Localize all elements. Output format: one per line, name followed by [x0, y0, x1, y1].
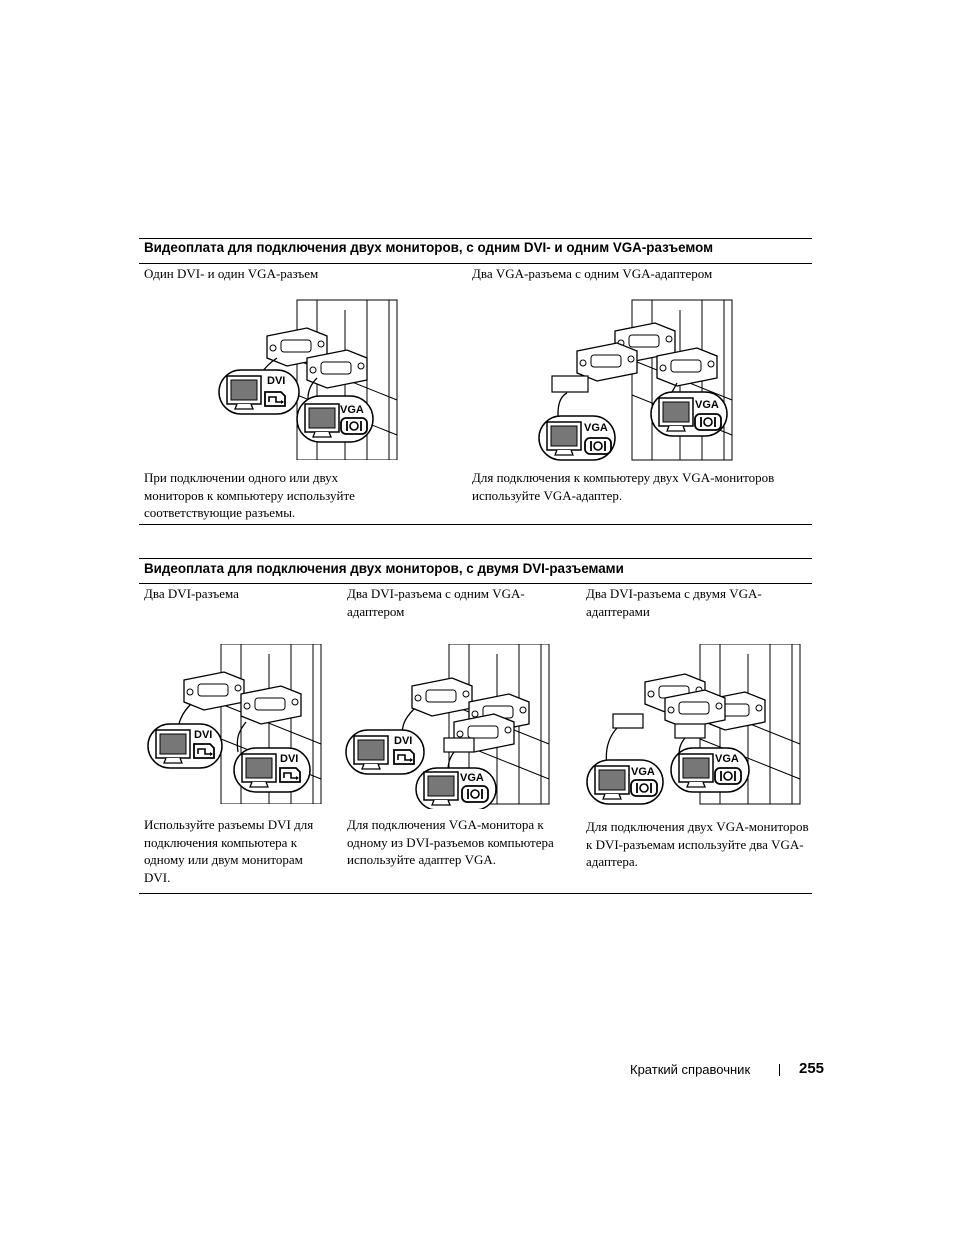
table-top-rule: [139, 238, 812, 239]
connector-label: VGA: [715, 753, 739, 765]
illustration-two-dvi: [146, 644, 326, 804]
connector-label: VGA: [460, 772, 484, 784]
footer-section-title: Краткий справочник: [630, 1062, 751, 1077]
column-description: Для подключения двух VGA-мониторов к DVI-разъемам используйте два VGA-адаптера.: [586, 819, 809, 869]
connector-label: DVI: [267, 375, 286, 387]
connector-label: DVI: [194, 729, 213, 741]
table-dvi-vga: [139, 238, 812, 525]
connector-label: VGA: [631, 766, 655, 778]
table-bottom-rule: [139, 893, 812, 894]
column-description: Для подключения к компьютеру двух VGA-мониторов используйте VGA-адаптер.: [472, 470, 775, 503]
connector-label: DVI: [280, 753, 299, 765]
column-description: При подключении одного или двух мониторов к компьютеру используйте соответствующие разъемы.: [144, 470, 355, 520]
illustration-dvi-one-adapter: [344, 644, 574, 809]
header-rule: [139, 583, 812, 584]
footer-separator: [779, 1064, 780, 1076]
column-caption: Два DVI-разъема с двумя VGA-адаптерами: [586, 586, 762, 619]
column-caption: Два DVI-разъема: [144, 586, 239, 601]
connector-label: VGA: [695, 399, 719, 411]
page-number: 255: [799, 1060, 825, 1077]
column-caption: Один DVI- и один VGA-разъем: [144, 266, 319, 281]
illustration-vga-adapter: [537, 298, 742, 463]
column-description: Используйте разъемы DVI для подключения компьютера к одному или двум мониторам DVI.: [144, 817, 314, 885]
connector-label: DVI: [394, 735, 413, 747]
column-caption: Два VGA-разъема с одним VGA-адаптером: [472, 266, 713, 281]
table-top-rule: [139, 558, 812, 559]
column-caption: Два DVI-разъема с одним VGA-адаптером: [347, 586, 525, 619]
table-bottom-rule: [139, 524, 812, 525]
illustration-dvi-vga: [217, 298, 402, 460]
connector-label: VGA: [584, 422, 608, 434]
table-header: Видеоплата для подключения двух мониторов, с одним DVI- и одним VGA-разъемом: [144, 240, 714, 255]
table-header: Видеоплата для подключения двух мониторов, с двумя DVI-разъемами: [144, 561, 624, 576]
illustration-dvi-two-adapters: [585, 644, 813, 809]
header-rule: [139, 263, 812, 264]
connector-label: VGA: [340, 404, 364, 416]
column-description: Для подключения VGA-монитора к одному из DVI-разъемов компьютера используйте адаптер VGA.: [347, 817, 554, 867]
table-dual-dvi: [139, 558, 812, 894]
